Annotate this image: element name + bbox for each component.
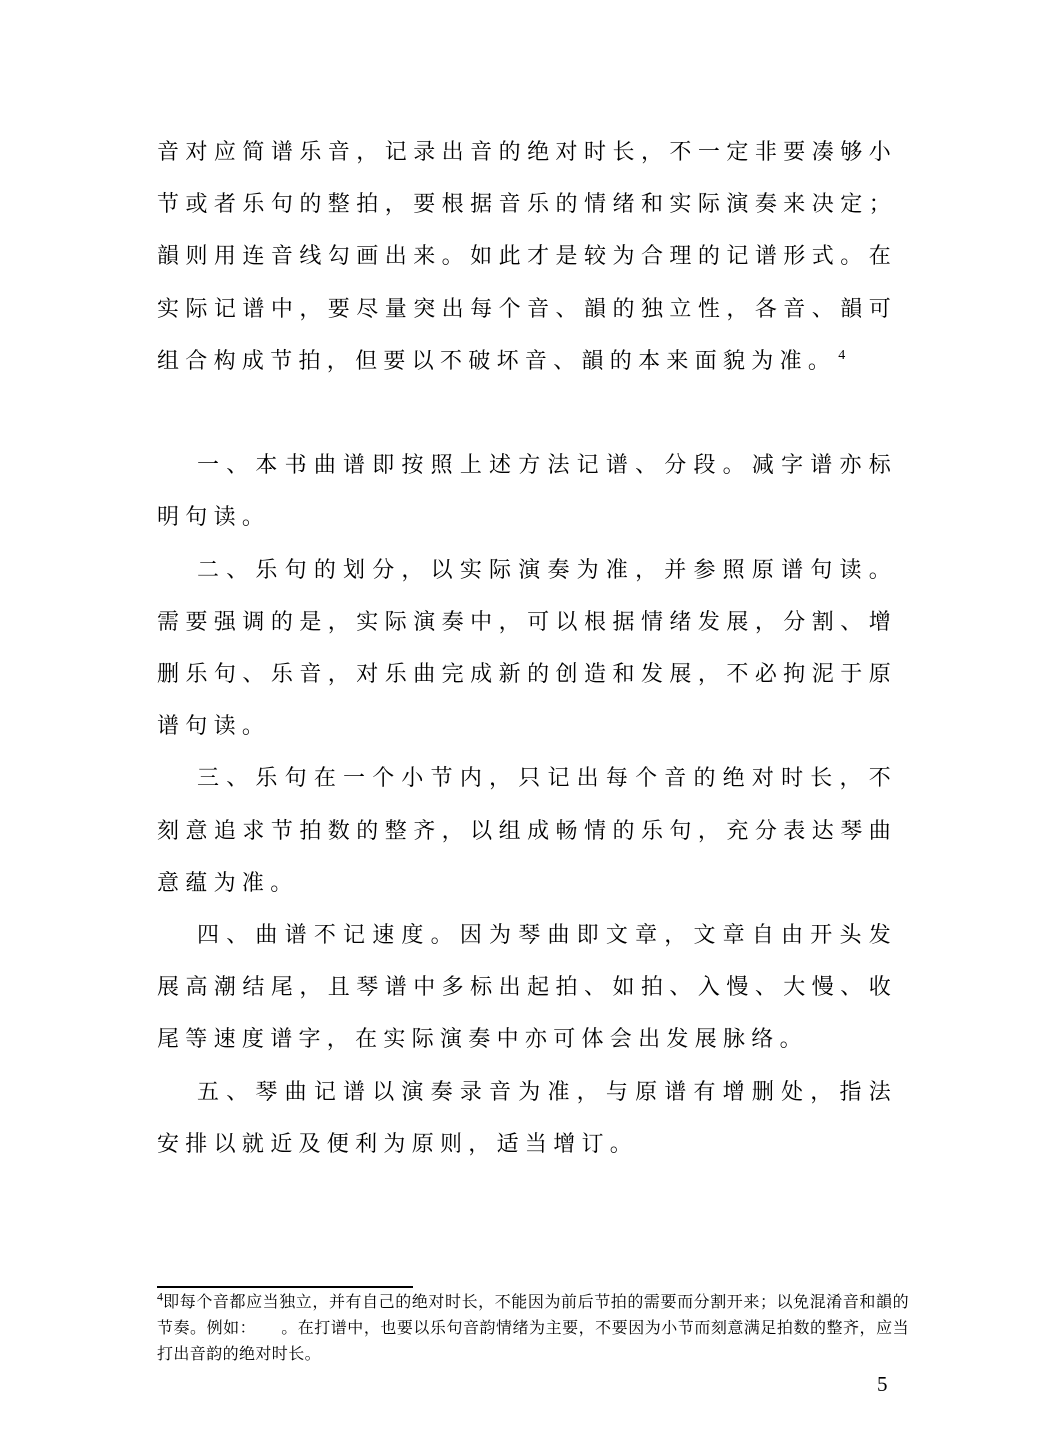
numbered-item-1: 一、本书曲谱即按照上述方法记谱、分段。减字谱亦标明句读。 xyxy=(157,452,897,530)
footnote-separator-line xyxy=(157,1286,413,1288)
page-body-text xyxy=(157,126,897,1170)
numbered-item-5: 五、琴曲记谱以演奏录音为准，与原谱有增删处，指法安排以就近及便利为原则，适当增订。 xyxy=(157,1078,897,1156)
body-paragraph-text: 音对应简谱乐音，记录出音的绝对时长，不一定非要凑够小节或者乐句的整拍，要根据音乐的情绪和实际演奏来决定；韻则用连音线勾画出来。如此才是较为合理的记谱形式。在实际记谱中，要尽量突出每个音、韻的独立性，各音、韻可组合构成节拍，但要以不破坏音、韻的本来面貌为准。 xyxy=(157,139,897,373)
footnote-text: 即每个音都应当独立，并有自己的绝对时长，不能因为前后节拍的需要而分割开来；以免混淆音和韻的节奏。例如： 。在打谱中，也要以乐句音韵情绪为主要，不要因为小节而刻意满足拍数的整齐，应当打出音韵的绝对时长。 xyxy=(157,1294,909,1363)
page-number: 5 xyxy=(877,1372,888,1396)
body-paragraph-continuation xyxy=(157,126,897,387)
footnote-reference-marker: 4 xyxy=(838,348,846,364)
numbered-item-2: 二、乐句的划分，以实际演奏为准，并参照原谱句读。需要强调的是，实际演奏中，可以根据情绪发展，分割、增删乐句、乐音，对乐曲完成新的创造和发展，不必拘泥于原谱句读。 xyxy=(157,556,897,739)
numbered-item-4: 四、曲谱不记速度。因为琴曲即文章，文章自由开头发展高潮结尾，且琴谱中多标出起拍、如拍、入慢、大慢、收尾等速度谱字，在实际演奏中亦可体会出发展脉络。 xyxy=(157,922,897,1052)
footnote xyxy=(157,1290,909,1368)
footnote-number: 4 xyxy=(157,1289,163,1304)
numbered-item-3: 三、乐句在一个小节内，只记出每个音的绝对时长，不刻意追求节拍数的整齐，以组成畅情的乐句，充分表达琴曲意蕴为准。 xyxy=(157,765,897,895)
